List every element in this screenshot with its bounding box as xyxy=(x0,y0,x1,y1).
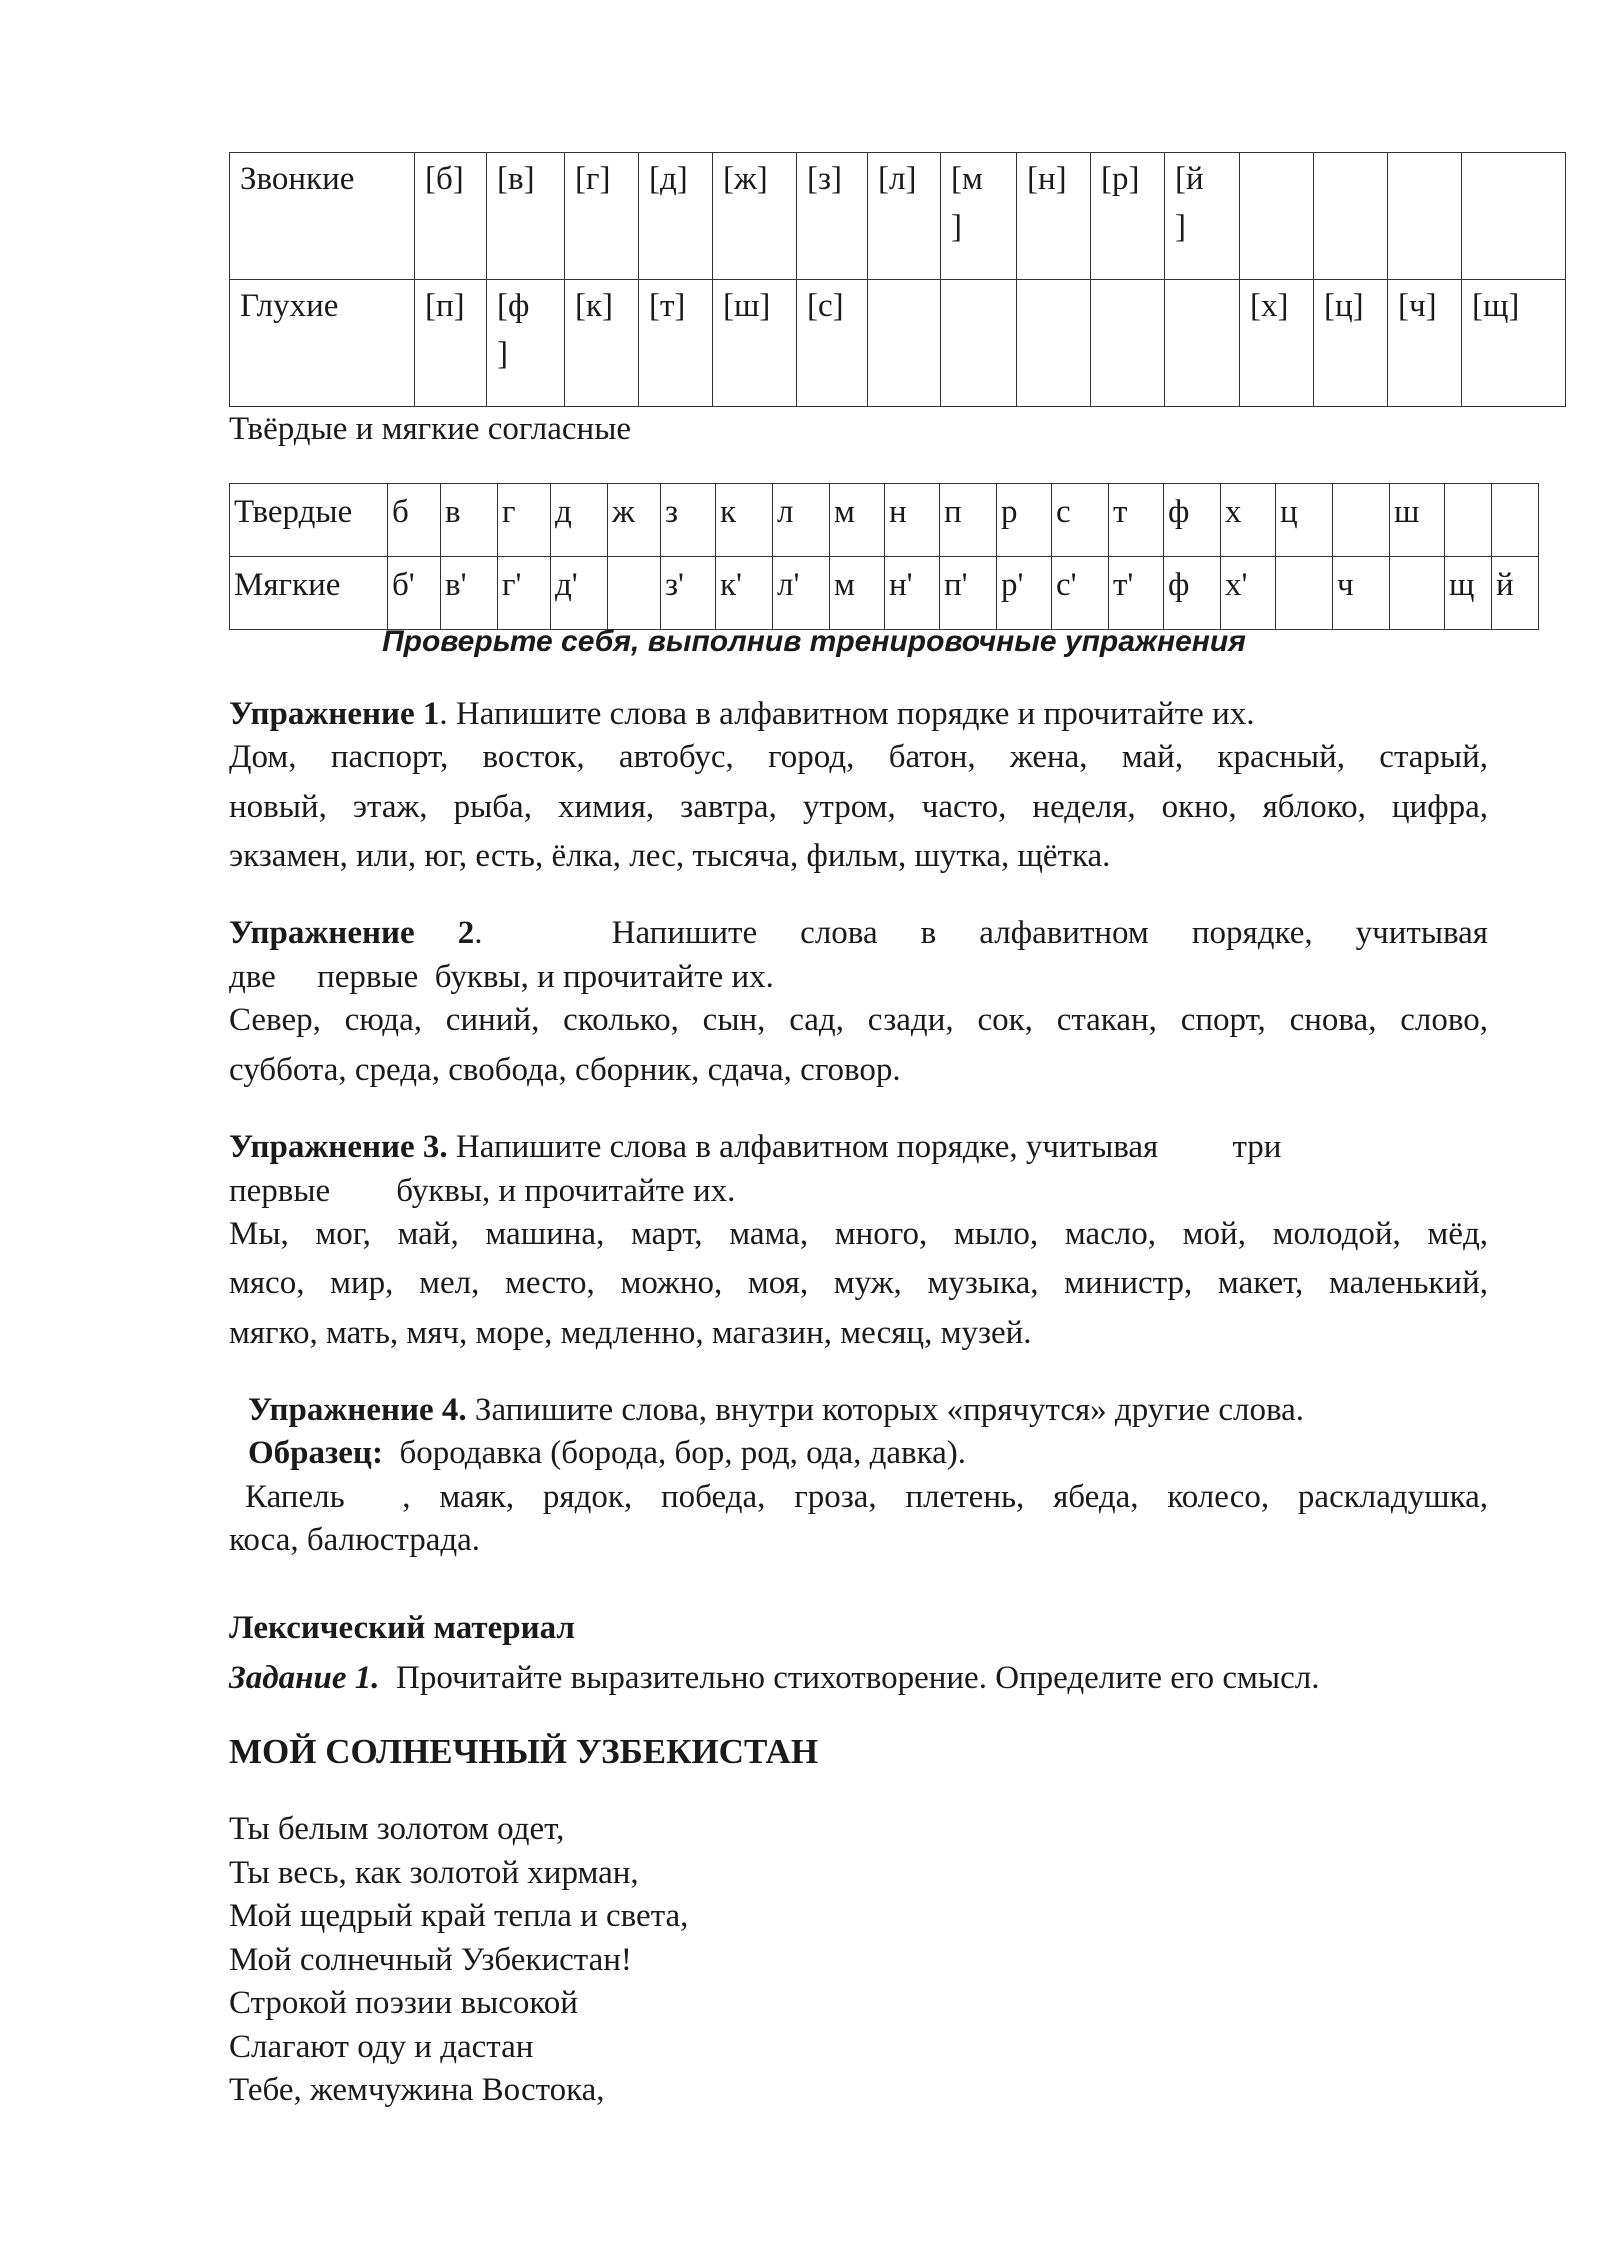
exercise-2-line: Север, сюда, синий, сколько, сын, сад, сзади, сок, стакан, спорт, снова, слово, xyxy=(229,1002,1488,1038)
row-label: Мягкие xyxy=(230,557,388,630)
table-cell: с xyxy=(1052,484,1109,557)
exercise-3-heading xyxy=(229,1125,1488,1169)
table-cell xyxy=(1240,153,1314,280)
table-cell: к xyxy=(716,484,773,557)
table-cell: [в] xyxy=(487,153,565,280)
exercise-3-instruction: Напишите слова в алфавитном порядке, учитывая три xyxy=(447,1129,1282,1165)
table-cell xyxy=(1333,484,1390,557)
poem-line: Ты белым золотом одет, xyxy=(229,1811,565,1847)
table-cell xyxy=(1462,153,1566,280)
exercise-1-line: экзамен, или, юг, есть, ёлка, лес, тысяча, фильм, шутка, щётка. xyxy=(229,838,1111,874)
table-cell: м xyxy=(830,484,885,557)
exercise-2-title: Упражнение 2 xyxy=(229,915,475,951)
table-cell xyxy=(1314,153,1388,280)
exercise-4-instruction: Запишите слова, внутри которых «прячутся» другие слова. xyxy=(466,1392,1305,1428)
table-cell: м xyxy=(830,557,885,630)
voiceless-row xyxy=(230,280,1566,407)
check-yourself-heading: Проверьте себя, выполнив тренировочные упражнения xyxy=(382,625,1246,658)
exercise-3-instruction-cont: первые буквы, и прочитайте их. xyxy=(229,1173,736,1209)
table-cell: [р] xyxy=(1091,153,1165,280)
voiced-voiceless-table xyxy=(229,152,1566,407)
table-cell: [с] xyxy=(797,280,868,407)
table-cell: с' xyxy=(1052,557,1109,630)
exercise-1-line: новый, этаж, рыба, химия, завтра, утром, часто, неделя, окно, яблоко, цифра, xyxy=(229,789,1488,825)
table-cell: [л] xyxy=(868,153,941,280)
row-label: Глухие xyxy=(230,280,415,407)
table-cell: [х] xyxy=(1240,280,1314,407)
table-cell xyxy=(1492,484,1539,557)
table-cell: [ф ] xyxy=(487,280,565,407)
poem-title: МОЙ СОЛНЕЧНЫЙ УЗБЕКИСТАН xyxy=(229,1732,819,1771)
row-label: Твердые xyxy=(230,484,388,557)
hard-soft-consonants-table xyxy=(229,483,1539,630)
table-cell: й xyxy=(1492,557,1539,630)
table-cell: т xyxy=(1109,484,1164,557)
table-cell: п' xyxy=(940,557,997,630)
exercise-2-instruction-cont: две первые буквы, и прочитайте их. xyxy=(229,959,774,995)
table-cell: [м ] xyxy=(941,153,1017,280)
table-cell: [п] xyxy=(415,280,487,407)
table-cell xyxy=(1388,153,1462,280)
table-cell xyxy=(1390,557,1445,630)
poem-line: Строкой поэзии высокой xyxy=(229,1985,578,2021)
hard-soft-title: Твёрдые и мягкие согласные xyxy=(229,411,632,447)
table-cell: т' xyxy=(1109,557,1164,630)
lexical-material-heading: Лексический материал xyxy=(229,1610,575,1646)
poem-line: Тебе, жемчужина Востока, xyxy=(229,2072,605,2108)
table-cell: ф xyxy=(1164,557,1221,630)
table-cell: [щ] xyxy=(1462,280,1566,407)
table-cell: з xyxy=(661,484,716,557)
table-cell: н xyxy=(885,484,940,557)
table-cell: р xyxy=(997,484,1052,557)
task-1-label: Задание 1. xyxy=(229,1660,380,1696)
exercise-4-heading xyxy=(248,1388,1304,1432)
poem-line: Слагают оду и дастан xyxy=(229,2029,534,2065)
sample-text: бородавка (борода, бор, род, ода, давка). xyxy=(382,1435,967,1471)
table-cell: б xyxy=(388,484,441,557)
table-cell: [ш] xyxy=(713,280,797,407)
table-cell: [з] xyxy=(797,153,868,280)
exercise-1-instruction: . Напишите слова в алфавитном порядке и прочитайте их. xyxy=(439,696,1255,732)
table-cell: [н] xyxy=(1017,153,1091,280)
exercise-4-sample xyxy=(248,1431,966,1475)
table-cell xyxy=(608,557,661,630)
exercise-2-heading xyxy=(229,911,1488,955)
task-1-text: Прочитайте выразительно стихотворение. Определите его смысл. xyxy=(379,1660,1320,1696)
table-cell: в xyxy=(441,484,498,557)
table-cell: г' xyxy=(498,557,551,630)
table-cell xyxy=(1017,280,1091,407)
table-cell xyxy=(868,280,941,407)
table-cell: [к] xyxy=(565,280,639,407)
table-cell xyxy=(1445,484,1492,557)
table-cell: х xyxy=(1221,484,1276,557)
table-cell: ш xyxy=(1390,484,1445,557)
exercise-4-line: Капель , маяк, рядок, победа, гроза, плетень, ябеда, колесо, раскладушка, xyxy=(245,1479,1488,1515)
table-cell: р' xyxy=(997,557,1052,630)
table-cell xyxy=(941,280,1017,407)
table-cell: л' xyxy=(773,557,830,630)
table-cell: ц xyxy=(1276,484,1333,557)
table-cell: з' xyxy=(661,557,716,630)
table-cell: [ч] xyxy=(1388,280,1462,407)
poem-line: Мой солнечный Узбекистан! xyxy=(229,1942,632,1978)
table-cell: б' xyxy=(388,557,441,630)
table-cell: д' xyxy=(551,557,608,630)
poem-line: Мой щедрый край тепла и света, xyxy=(229,1898,689,1934)
exercise-3-line: мягко, мать, мяч, море, медленно, магазин, месяц, музей. xyxy=(229,1315,1032,1351)
exercise-4-line: коса, балюстрада. xyxy=(229,1522,481,1558)
table-cell: к' xyxy=(716,557,773,630)
exercise-1-title: Упражнение 1 xyxy=(229,696,440,732)
hard-row xyxy=(230,484,1539,557)
table-cell: щ xyxy=(1445,557,1492,630)
row-label: Звонкие xyxy=(230,153,415,280)
exercise-3-title: Упражнение 3. xyxy=(229,1129,448,1165)
table-cell: д xyxy=(551,484,608,557)
table-cell: [б] xyxy=(415,153,487,280)
exercise-2-instruction: . Напишите слова в алфавитном порядке, учитывая xyxy=(474,915,1488,951)
sample-label: Образец: xyxy=(248,1435,383,1471)
exercise-3-line: Мы, мог, май, машина, март, мама, много, мыло, масло, мой, молодой, мёд, xyxy=(229,1216,1488,1252)
table-cell: [т] xyxy=(639,280,713,407)
voiced-row xyxy=(230,153,1566,280)
exercise-4-title: Упражнение 4. xyxy=(248,1392,467,1428)
table-cell: х' xyxy=(1221,557,1276,630)
table-cell: [й ] xyxy=(1165,153,1240,280)
table-cell xyxy=(1165,280,1240,407)
table-cell: в' xyxy=(441,557,498,630)
table-cell: ф xyxy=(1164,484,1221,557)
exercise-1-heading xyxy=(229,692,1254,736)
table-cell: л xyxy=(773,484,830,557)
exercise-2-line: суббота, среда, свобода, сборник, сдача, сговор. xyxy=(229,1052,901,1088)
exercise-1-line: Дом, паспорт, восток, автобус, город, батон, жена, май, красный, старый, xyxy=(229,739,1488,775)
table-cell: [ц] xyxy=(1314,280,1388,407)
table-cell xyxy=(1276,557,1333,630)
poem-line: Ты весь, как золотой хирман, xyxy=(229,1855,639,1891)
soft-row xyxy=(230,557,1539,630)
table-cell: ж xyxy=(608,484,661,557)
task-1 xyxy=(229,1656,1319,1700)
table-cell: п xyxy=(940,484,997,557)
table-cell: ч xyxy=(1333,557,1390,630)
table-cell: н' xyxy=(885,557,940,630)
exercise-3-line: мясо, мир, мел, место, можно, моя, муж, музыка, министр, макет, маленький, xyxy=(229,1265,1488,1301)
table-cell xyxy=(1091,280,1165,407)
table-cell: [г] xyxy=(565,153,639,280)
table-cell: [ж] xyxy=(713,153,797,280)
table-cell: [д] xyxy=(639,153,713,280)
table-cell: г xyxy=(498,484,551,557)
